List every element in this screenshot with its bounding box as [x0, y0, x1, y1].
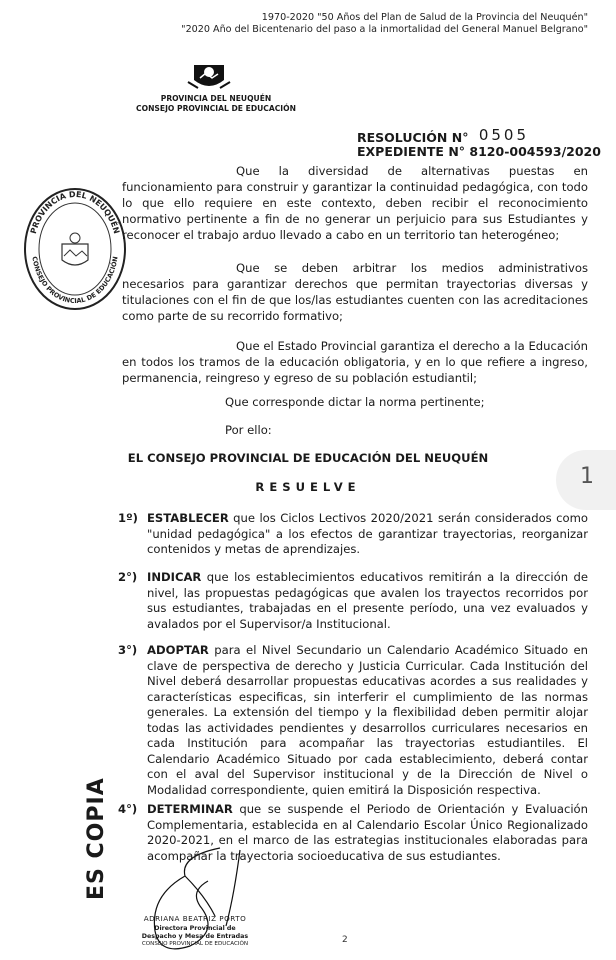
header-tagline-1: 1970-2020 "50 Años del Plan de Salud de la Provincia del Neuquén": [261, 12, 588, 23]
article-verb: ADOPTAR: [147, 643, 209, 657]
viewer-page-counter[interactable]: [556, 450, 616, 510]
copy-stamp: ES COPIA: [84, 777, 109, 900]
viewer-page-counter-value: 1: [580, 464, 594, 489]
authority-heading: EL CONSEJO PROVINCIAL DE EDUCACIÓN DEL NEUQUÉN: [127, 451, 489, 465]
signatory-title-1: Directora Provincial de: [154, 925, 236, 932]
article-text: que los establecimientos educativos remitirán a la dirección de nivel, las propuestas pedagógicas que avalen los trayectos recorridos por sus estudiantes, trabajadas en el presente período, una vez evaluados y avalados por el Supervisor/a Institucional.: [147, 570, 588, 631]
article-verb: INDICAR: [147, 570, 202, 584]
article-text: para el Nivel Secundario un Calendario Académico Situado en clave de perspectiva de derecho y Justicia Curricular. Cada Institución del Nivel deberá desarrollar propuestas educativas acordes a sus realidades y características especificas, sin interferir el cumplimiento de las normas generales. La extensión del tiempo y la flexibilidad deben permitir alojar todas las actividades pendientes y desarrollos curriculares necesarios en cada Institución para acompañar las trayectorias estudiantiles. El Calendario Académico Situado por cada establecimiento, deberá contar con el aval del Supervisor institucional y de la Dirección de Nivel o Modalidad correspondiente, quien emitirá la Disposición respectiva.: [147, 643, 588, 797]
seal-text-top: PROVINCIA DEL NEUQUÉN: [28, 189, 122, 235]
article-text: que los Ciclos Lectivos 2020/2021 serán considerados como "unidad pedagógica" a los efectos de garantizar trayectorias, reorganizar contenidos y metas de aprendizajes.: [147, 511, 588, 556]
norma-line: Que corresponde dictar la norma pertinente;: [225, 395, 485, 409]
article-3: [118, 643, 588, 798]
org-province: PROVINCIA DEL NEUQUÉN: [160, 94, 272, 103]
expediente-number: 8120-004593/2020: [469, 144, 601, 159]
article-2: [118, 570, 588, 632]
svg-text:CONSEJO PROVINCIAL DE EDUCACIÓ: [30, 256, 119, 305]
article-verb: DETERMINAR: [147, 802, 233, 816]
article-text: que se suspende el Periodo de Orientación y Evaluación Complementaria, establecida en al Calendario Escolar Único Regionalizado 2020-2021, en el marco de las estrategias institucionales elaboradas para acompañar la trayectoria socioeducativa de sus estudiantes.: [147, 802, 588, 863]
page-number: 2: [342, 935, 348, 945]
article-number: 3°): [118, 643, 138, 657]
considerando-2: Que se deben arbitrar los medios administrativos necesarios para garantizar derechos que permitan trayectorias diversas y titulaciones con el fin de que los/las estudiantes cuenten con las acreditaciones como parte de su recorrido formativo;: [122, 261, 588, 324]
expediente-label: EXPEDIENTE N°: [357, 144, 466, 159]
considerando-1: Que la diversidad de alternativas puestas en funcionamiento para construir y garantizar la continuidad pedagógica, con todo lo que ello requiere en este contexto, deben recibir el reconocimiento normativo pertinente a fin de no generar un perjuicio para sus Estudiantes y reconocer el trabajo arduo llevado a cabo en un territorio tan heterogéneo;: [122, 164, 588, 243]
article-1: [118, 511, 588, 558]
org-council: CONSEJO PROVINCIAL DE EDUCACIÓN: [136, 104, 296, 113]
signatory-name: ADRIANA BEATRIZ PORTO: [143, 914, 247, 923]
seal-text-bottom: CONSEJO PROVINCIAL DE EDUCACIÓN: [30, 255, 120, 306]
signatory-title-2: Despacho y Mesa de Entradas: [141, 933, 249, 940]
provincial-coat-of-arms-icon: [186, 62, 232, 92]
article-number: 2°): [118, 570, 138, 584]
por-ello-line: Por ello:: [225, 423, 272, 437]
article-number: 1º): [118, 511, 138, 525]
header-tagline-2: "2020 Año del Bicentenario del paso a la inmortalidad del General Manuel Belgrano": [181, 24, 588, 35]
official-seal-icon: [22, 186, 128, 312]
considerando-3: Que el Estado Provincial garantiza el derecho a la Educación en todos los tramos de la educación obligatoria, y en lo que refiere a ingreso, permanencia, reingreso y egreso de su población estudiantil;: [122, 339, 588, 386]
resolution-label: RESOLUCIÓN N°: [357, 130, 469, 145]
signatory-org: CONSEJO PROVINCIAL DE EDUCACIÓN: [141, 941, 249, 947]
expediente-reference: [357, 144, 601, 159]
resolution-number: 0505: [478, 126, 529, 144]
resuelve-heading: RESUELVE: [255, 480, 361, 494]
article-number: 4°): [118, 802, 138, 816]
article-verb: ESTABLECER: [147, 511, 229, 525]
